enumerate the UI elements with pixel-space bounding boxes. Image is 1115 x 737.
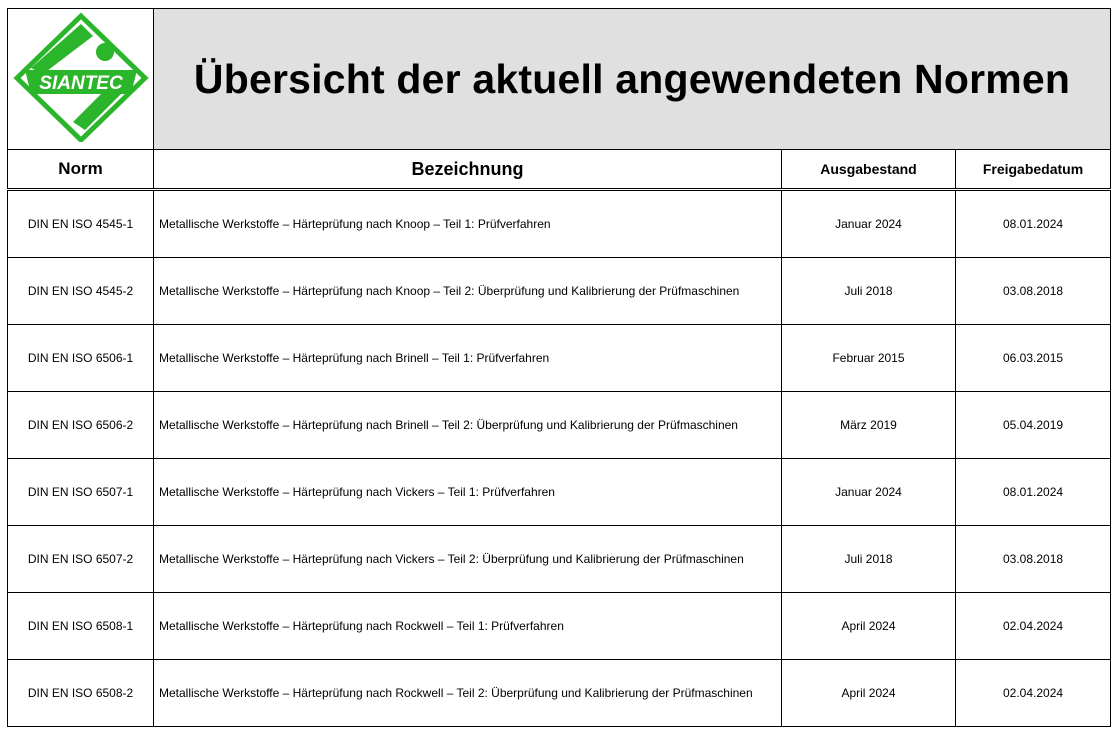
cell-freigabedatum: 02.04.2024 [956, 593, 1111, 660]
cell-ausgabestand: März 2019 [782, 392, 956, 459]
cell-freigabedatum: 06.03.2015 [956, 325, 1111, 392]
cell-freigabedatum: 03.08.2018 [956, 526, 1111, 593]
column-header-norm: Norm [8, 150, 154, 190]
cell-norm: DIN EN ISO 6506-2 [8, 392, 154, 459]
table-row [8, 660, 1111, 727]
norms-document [7, 8, 1110, 727]
column-header-bezeichnung: Bezeichnung [154, 150, 782, 190]
table-row [8, 190, 1111, 258]
cell-norm: DIN EN ISO 4545-1 [8, 190, 154, 258]
cell-norm: DIN EN ISO 6508-1 [8, 593, 154, 660]
cell-freigabedatum: 08.01.2024 [956, 459, 1111, 526]
cell-freigabedatum: 05.04.2019 [956, 392, 1111, 459]
cell-norm: DIN EN ISO 6507-2 [8, 526, 154, 593]
cell-bezeichnung: Metallische Werkstoffe – Härteprüfung nach Vickers – Teil 1: Prüfverfahren [154, 459, 782, 526]
table-row [8, 392, 1111, 459]
table-row [8, 325, 1111, 392]
cell-freigabedatum: 03.08.2018 [956, 258, 1111, 325]
cell-bezeichnung: Metallische Werkstoffe – Härteprüfung nach Knoop – Teil 2: Überprüfung und Kalibrierung der Prüfmaschinen [154, 258, 782, 325]
table-row [8, 593, 1111, 660]
cell-norm: DIN EN ISO 6506-1 [8, 325, 154, 392]
cell-bezeichnung: Metallische Werkstoffe – Härteprüfung nach Brinell – Teil 2: Überprüfung und Kalibrierung der Prüfmaschinen [154, 392, 782, 459]
cell-norm: DIN EN ISO 6508-2 [8, 660, 154, 727]
column-header-freigabedatum: Freigabedatum [956, 150, 1111, 190]
cell-bezeichnung: Metallische Werkstoffe – Härteprüfung nach Vickers – Teil 2: Überprüfung und Kalibrierung der Prüfmaschinen [154, 526, 782, 593]
table-row [8, 258, 1111, 325]
cell-ausgabestand: Januar 2024 [782, 190, 956, 258]
norms-table [7, 8, 1111, 727]
cell-freigabedatum: 08.01.2024 [956, 190, 1111, 258]
cell-ausgabestand: Juli 2018 [782, 258, 956, 325]
cell-norm: DIN EN ISO 4545-2 [8, 258, 154, 325]
cell-ausgabestand: April 2024 [782, 660, 956, 727]
cell-bezeichnung: Metallische Werkstoffe – Härteprüfung nach Rockwell – Teil 2: Überprüfung und Kalibrierung der Prüfmaschinen [154, 660, 782, 727]
table-row [8, 459, 1111, 526]
cell-bezeichnung: Metallische Werkstoffe – Härteprüfung nach Rockwell – Teil 1: Prüfverfahren [154, 593, 782, 660]
cell-bezeichnung: Metallische Werkstoffe – Härteprüfung nach Knoop – Teil 1: Prüfverfahren [154, 190, 782, 258]
cell-freigabedatum: 02.04.2024 [956, 660, 1111, 727]
header-banner [8, 9, 1111, 150]
title-cell [154, 9, 1111, 150]
cell-norm: DIN EN ISO 6507-1 [8, 459, 154, 526]
cell-bezeichnung: Metallische Werkstoffe – Härteprüfung nach Brinell – Teil 1: Prüfverfahren [154, 325, 782, 392]
siantec-logo [13, 12, 149, 142]
column-header-row [8, 150, 1111, 190]
table-row [8, 526, 1111, 593]
logo-text: SIANTEC [38, 72, 123, 94]
cell-ausgabestand: Februar 2015 [782, 325, 956, 392]
cell-ausgabestand: Januar 2024 [782, 459, 956, 526]
cell-ausgabestand: April 2024 [782, 593, 956, 660]
page-title: Übersicht der aktuell angewendeten Normen [193, 55, 1071, 102]
cell-ausgabestand: Juli 2018 [782, 526, 956, 593]
logo-cell [8, 9, 154, 150]
column-header-ausgabestand: Ausgabestand [782, 150, 956, 190]
